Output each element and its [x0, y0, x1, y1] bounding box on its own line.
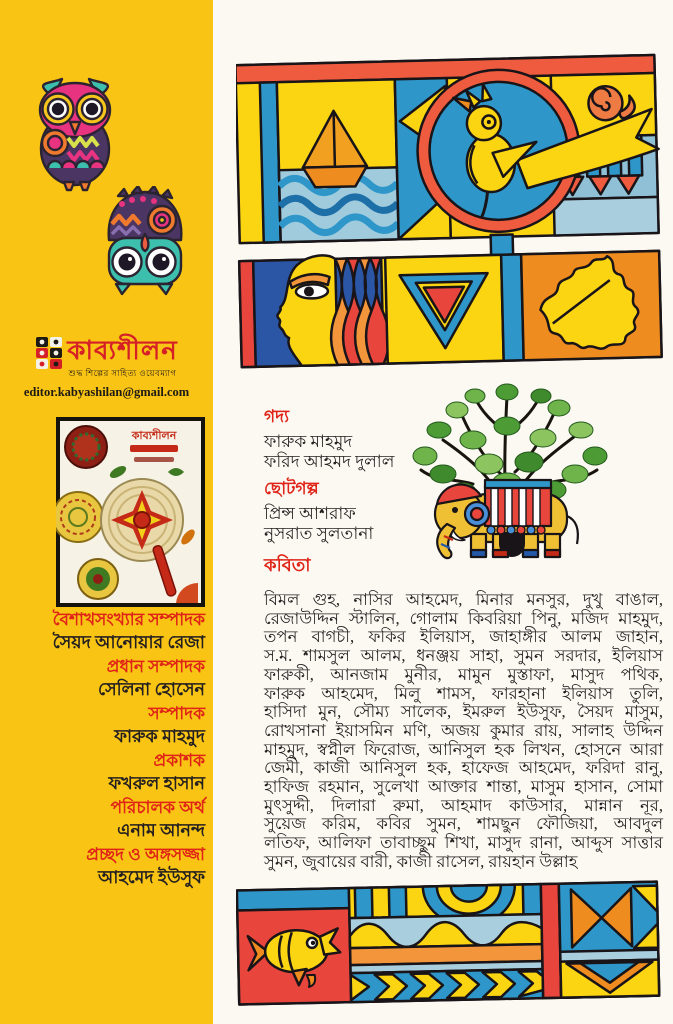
credit-name: সৈয়দ আনোয়ার রেজা	[52, 632, 205, 652]
credit-label: প্রকাশক	[153, 751, 205, 770]
poetry-names-line[interactable]: রোখসানা ইয়াসমিন মণি, অজয় কুমার রায়, সালাহ উদ্দিন	[264, 720, 663, 740]
poetry-names-line[interactable]: হাফিজ রহমান, সুলেখা আক্তার শান্তা, মাসুম হাসান, সোমা	[264, 777, 663, 797]
credit-label: প্রধান সম্পাদক	[106, 657, 205, 676]
magazine-logo	[0, 336, 213, 381]
credit-label: সম্পাদক	[148, 704, 205, 723]
credit-label: প্রচ্ছদ ও অঙ্গসজ্জা	[86, 845, 205, 864]
credit-name: ফখরুল হাসান	[108, 773, 205, 793]
owl-illustration-top	[28, 76, 124, 194]
poetry-names-line[interactable]: রেজাউদ্দিন স্টালিন, গোলাম কিবরিয়া পিনু, মজিদ মাহমুদ,	[264, 608, 663, 628]
section-heading-poetry[interactable]: কবিতা	[264, 555, 311, 575]
poetry-names-line[interactable]: ফারুকী, আনজাম মুনীর, মামুন মুস্তাফা, মাসুদ পথিক,	[264, 664, 663, 684]
contributor-name[interactable]: প্রিন্স আশরাফ	[264, 504, 356, 523]
poetry-names-line[interactable]: তপন বাগচী, ফকির ইলিয়াস, জাহাঙ্গীর আলম জাহান,	[264, 627, 663, 647]
previous-issue-cover[interactable]	[56, 417, 205, 607]
section-heading-short-story[interactable]: ছোটগল্প	[264, 479, 319, 498]
section-heading-prose[interactable]: গদ্য	[264, 407, 290, 426]
magazine-tagline: শুদ্ধ শিল্পের সাহিত্য ওয়েবম্যাগ	[68, 368, 177, 378]
credit-name: এনাম আনন্দ	[117, 820, 205, 840]
poetry-names-line[interactable]: ফারুক আহমেদ, মিলু শামস, ফারহানা ইলিয়াস তুলি,	[264, 683, 663, 703]
credit-name: ফারুক মাহমুদ	[114, 726, 205, 746]
credit-label: পরিচালক অর্থ	[110, 798, 205, 817]
poetry-names-line[interactable]: হাসিদা মুন, সৌম্য সালেক, ইমরুল ইউসুফ, সৈয়দ মাসুম,	[264, 702, 663, 722]
folk-art-banner-top	[236, 50, 666, 372]
credit-name: আহমেদ ইউসুফ	[97, 867, 205, 887]
credit-name: সেলিনা হোসেন	[97, 679, 205, 699]
contributor-name[interactable]: ফারুক মাহমুদ	[264, 432, 353, 451]
poetry-names-line[interactable]: বিমল গুহ, নাসির আহমেদ, মিনার মনসুর, দুখু বাঙাল,	[264, 590, 663, 609]
contributor-name[interactable]: ফরিদ আহমদ দুলাল	[264, 451, 395, 471]
sidebar	[0, 0, 213, 1024]
owl-illustration-bottom	[98, 186, 192, 296]
logo-tiles-icon	[35, 336, 63, 370]
poetry-names-line[interactable]: সুমন, জুবায়ের বারী, কাজী রাসেল, রায়হান উল্লাহ	[264, 851, 578, 871]
credits-list	[0, 606, 205, 888]
poetry-names-line[interactable]: মুৎসুদ্দী, দিলারা রুমা, আহমাদ কাউসার, মান্নান নূর,	[264, 795, 663, 815]
poetry-names-line[interactable]: লতিফ, আলিফা তাবাচ্ছুম শিখা, মাসুদ রানা, আব্দুস সাত্তার	[264, 833, 663, 853]
poetry-names-line[interactable]: সুয়েজ করিম, কবির সুমন, শামছুন ফৌজিয়া, আবদুল	[264, 814, 663, 834]
folk-art-banner-bottom	[236, 878, 666, 1012]
poetry-names-line[interactable]: স.ম. শামসুল আলম, ধনঞ্জয় সাহা, সুমন সরদার, ইলিয়াস	[264, 646, 663, 666]
editor-email[interactable]: editor.kabyashilan@gmail.com	[23, 385, 190, 399]
poetry-section	[264, 551, 663, 872]
credit-label: বৈশাখসংখ্যার সম্পাদক	[52, 610, 205, 629]
poetry-names-line[interactable]: মাহমুদ, স্বপ্নীল ফিরোজ, আনিসুল হক লিখন, হোসনে আরা	[264, 739, 663, 759]
contributor-name[interactable]: নুসরাত সুলতানা	[264, 523, 374, 543]
svg-text:কাব্যশীলন: কাব্যশীলন	[131, 430, 177, 442]
magazine-title: কাব্যশীলন	[67, 336, 178, 365]
tree-elephant-illustration	[403, 374, 615, 566]
poetry-names-line[interactable]: জেমী, কাজী আনিসুল হক, হাফেজ আহমেদ, ফরিদা রানু,	[264, 758, 663, 778]
